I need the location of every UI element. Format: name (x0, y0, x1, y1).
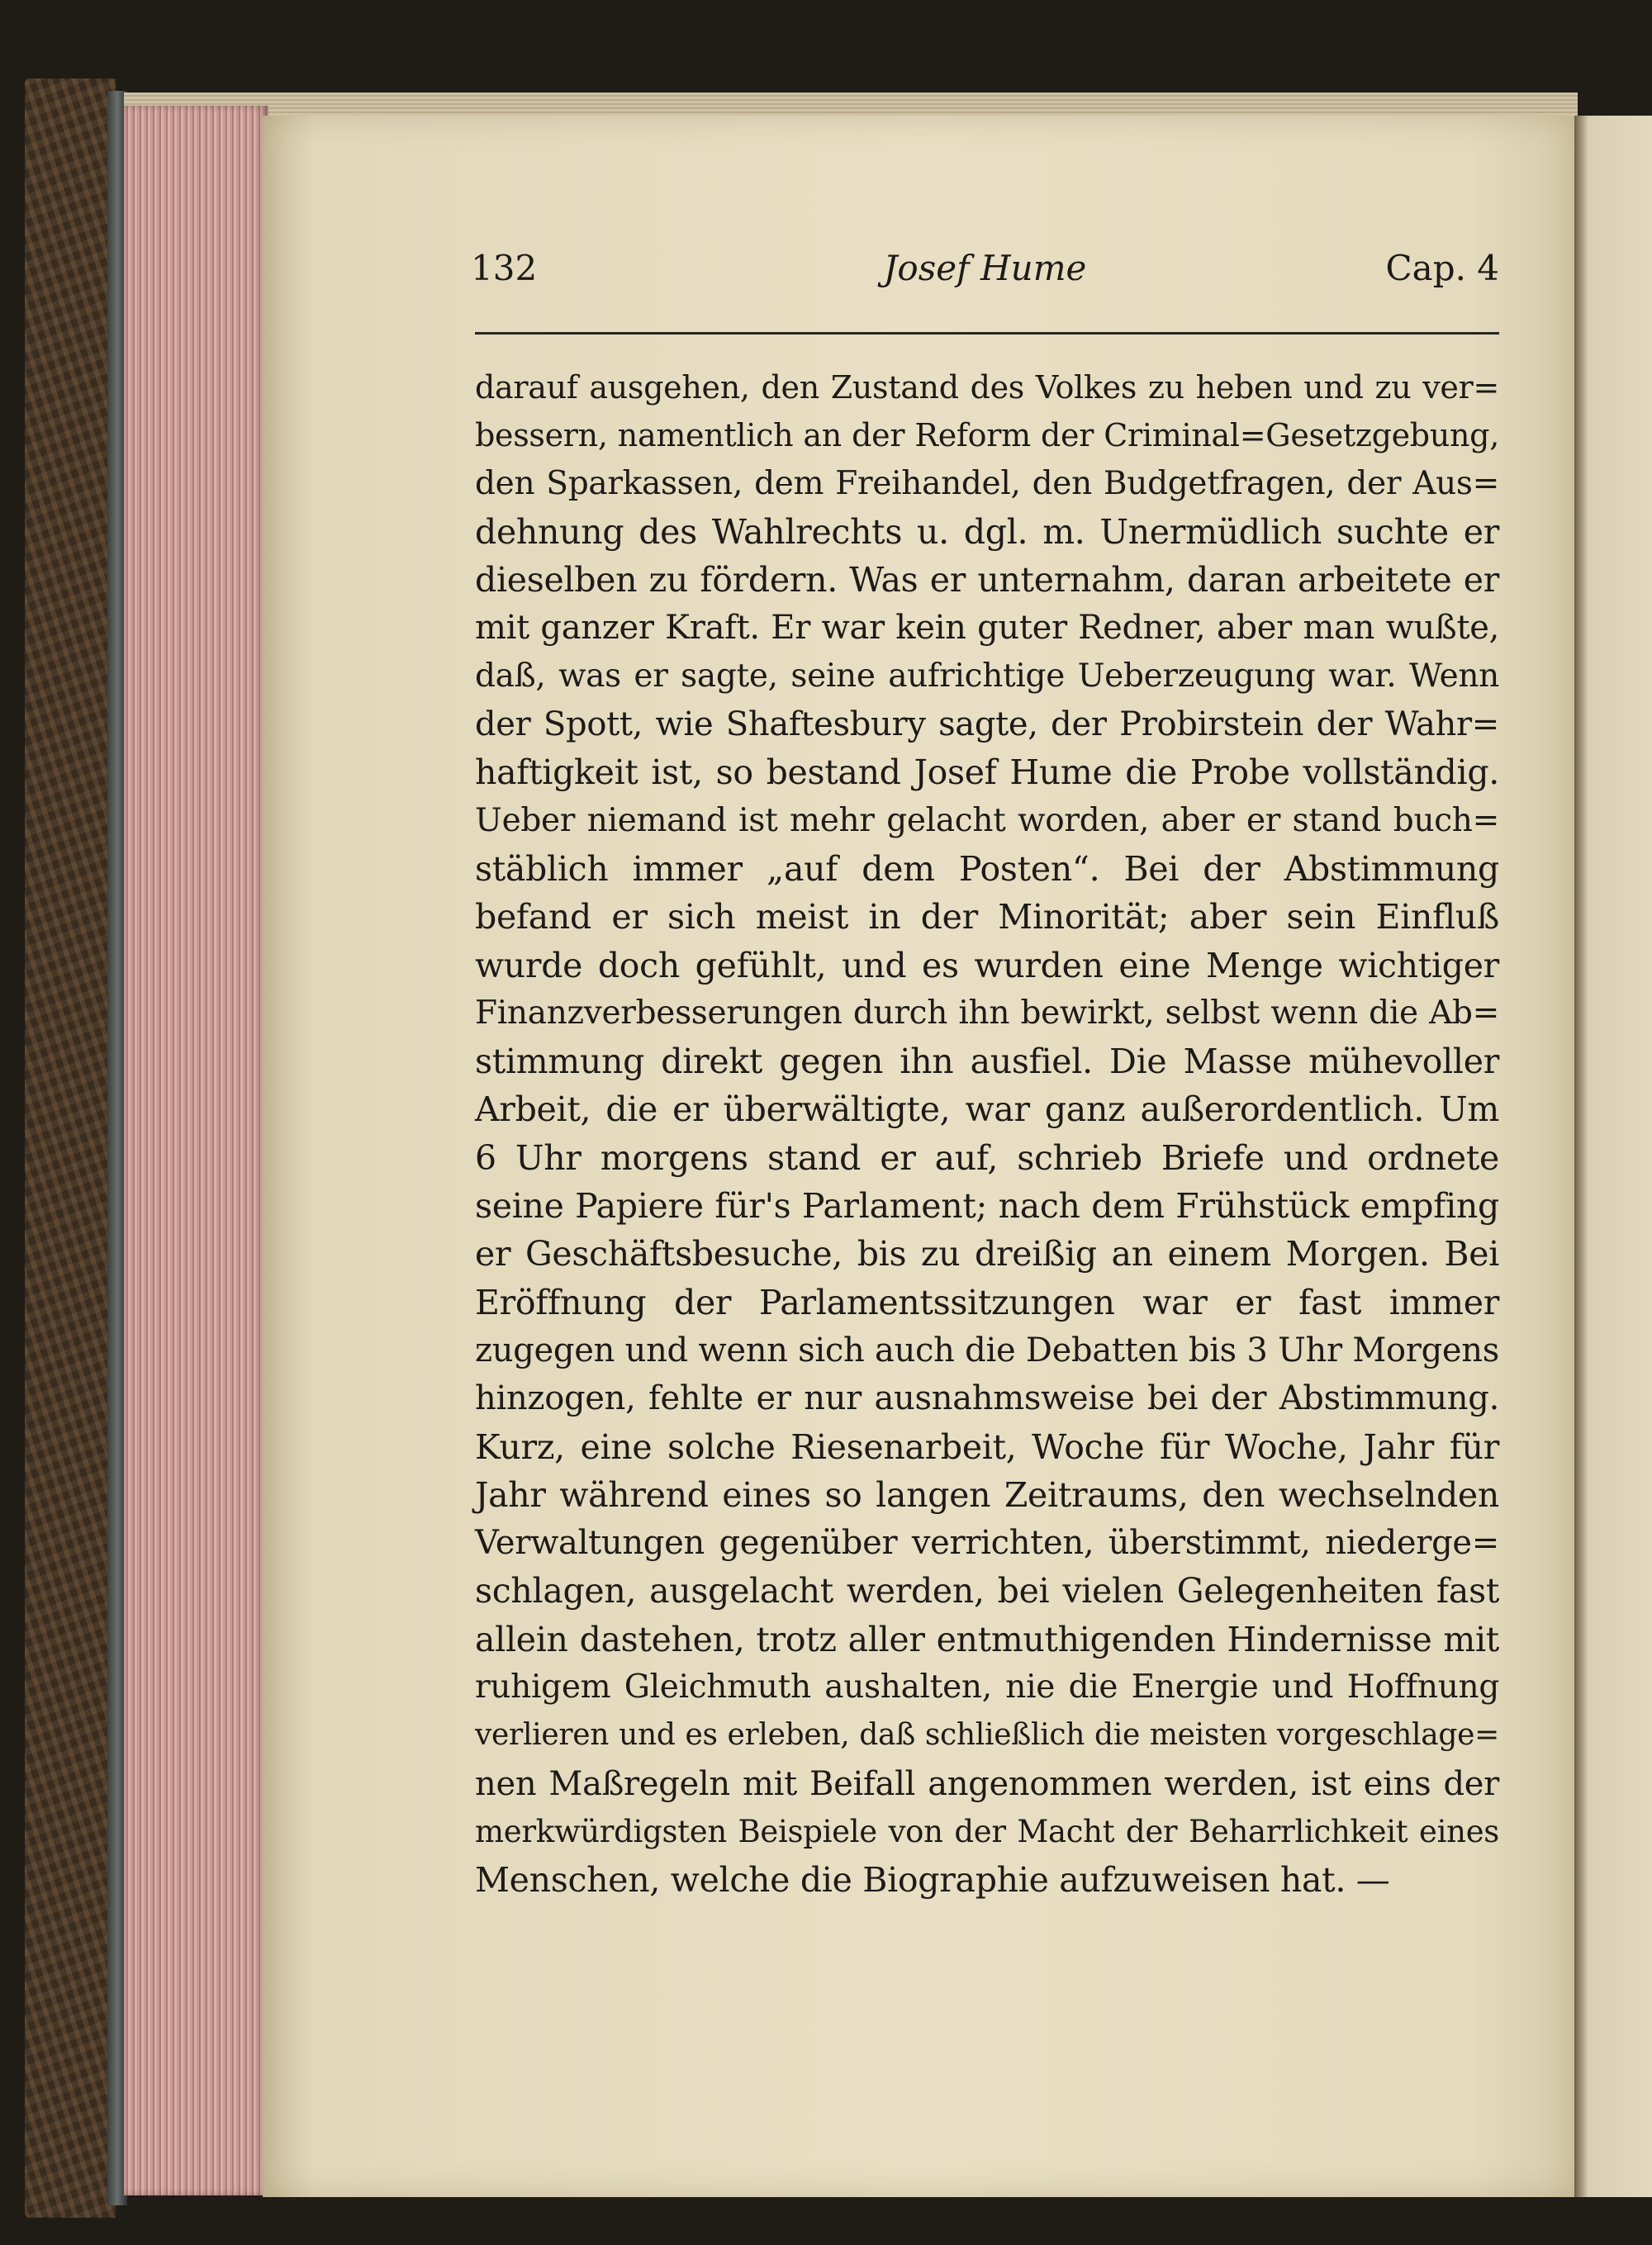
text-line: hinzogen, fehlte er nur ausnahmsweise bei der Abstimmung. (475, 1379, 1499, 1418)
text-line: nen Maßregeln mit Beifall angenommen werden, ist eins der (475, 1764, 1499, 1803)
text-line: allein dastehen, trotz aller entmuthigenden Hindernisse mit (475, 1619, 1499, 1659)
text-line: merkwürdigsten Beispiele von der Macht der Beharrlichkeit eines (475, 1813, 1499, 1849)
text-line: seine Papiere für's Parlament; nach dem Frühstück empfing (475, 1186, 1499, 1227)
text-line: Finanzverbesserungen durch ihn bewirkt, selbst wenn die Ab= (475, 994, 1499, 1032)
text-line: schlagen, ausgelacht werden, bei vielen Gelegenheiten fast (475, 1571, 1499, 1611)
text-line: zugegen und wenn sich auch die Debatten bis 3 Uhr Morgens (475, 1331, 1499, 1369)
header-rule (475, 332, 1499, 335)
running-title: Josef Hume (883, 248, 1087, 288)
text-line: er Geschäftsbesuche, bis zu dreißig an einem Morgen. Bei (475, 1234, 1499, 1274)
text-line: darauf ausgehen, den Zustand des Volkes zu heben und zu ver= (475, 369, 1499, 406)
text-line: befand er sich meist in der Minorität; aber sein Einfluß (475, 897, 1499, 937)
text-line: stäblich immer „auf dem Posten“. Bei der Abstimmung (475, 848, 1499, 889)
page-edges (124, 106, 268, 2195)
page-header (471, 248, 1499, 306)
page-edges-top (124, 93, 1578, 117)
text-line: der Spott, wie Shaftesbury sagte, der Probirstein der Wahr= (475, 705, 1499, 744)
marbled-cover (25, 78, 116, 2218)
text-line: haftigkeit ist, so bestand Josef Hume die Probe vollständig. (475, 752, 1499, 793)
text-line: mit ganzer Kraft. Er war kein guter Redner, aber man wußte, (475, 609, 1499, 648)
text-line: Eröffnung der Parlamentssitzungen war er fast immer (475, 1282, 1499, 1322)
adjacent-page (1574, 116, 1652, 2197)
page-number: 132 (471, 248, 538, 288)
text-line: stimmung direkt gegen ihn ausfiel. Die Masse mühevoller (475, 1042, 1499, 1082)
text-line: Ueber niemand ist mehr gelacht worden, aber er stand buch= (475, 801, 1499, 839)
text-line: Arbeit, die er überwältigte, war ganz außerordentlich. Um (475, 1089, 1499, 1130)
text-line: bessern, namentlich an der Reform der Criminal=Gesetzgebung, (475, 417, 1499, 454)
text-line: dehnung des Wahlrechts u. dgl. m. Unermüdlich suchte er (475, 511, 1499, 552)
text-line: den Sparkassen, dem Freihandel, den Budgetfragen, der Aus= (475, 464, 1499, 502)
text-line: 6 Uhr morgens stand er auf, schrieb Briefe und ordnete (475, 1137, 1499, 1178)
text-line: Kurz, eine solche Riesenarbeit, Woche für Woche, Jahr für (475, 1426, 1499, 1467)
text-line: dieselben zu fördern. Was er unternahm, daran arbeitete er (475, 560, 1499, 600)
text-line: daß, was er sagte, seine aufrichtige Ueberzeugung war. Wenn (475, 657, 1499, 695)
body-text (475, 363, 1499, 1905)
text-line: verlieren und es erleben, daß schließlich die meisten vorgeschlage= (475, 1718, 1499, 1753)
text-line: wurde doch gefühlt, und es wurden eine Menge wichtiger (475, 945, 1499, 985)
text-line: Menschen, welche die Biographie aufzuweisen hat. — (475, 1860, 1390, 1901)
text-line: ruhigem Gleichmuth aushalten, nie die Energie und Hoffnung (475, 1668, 1499, 1706)
chapter-label: Cap. 4 (1385, 248, 1499, 288)
text-line: Verwaltungen gegenüber verrichten, überstimmt, niederge= (475, 1524, 1499, 1563)
text-line: Jahr während eines so langen Zeitraums, den wechselnden (475, 1474, 1499, 1515)
